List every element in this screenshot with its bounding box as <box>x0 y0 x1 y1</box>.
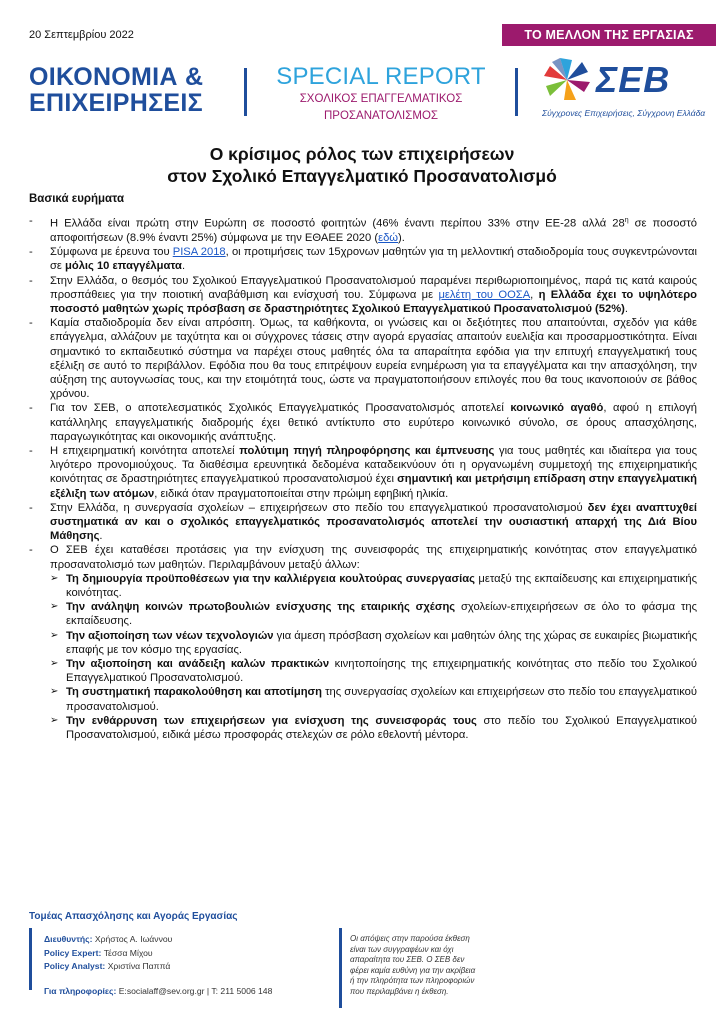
proposal-emphasis: Τη συστηματική παρακολούθηση και αποτίμηση <box>66 686 323 699</box>
arrow-bullet-icon: ➢ <box>50 658 59 670</box>
proposal-text: στο πεδίο του Σχολικού Επαγγελματικού Προσανατολισμού, ειδικά μέσω προσφοράς στελεχών σε ρόλο εθελοντή μέντορα. <box>66 714 697 742</box>
findings-list <box>29 214 697 742</box>
proposal-item <box>29 629 697 657</box>
page-title-line-1: Ο κρίσιμος ρόλος των επιχειρήσεων <box>209 144 515 164</box>
finding-text: Ο ΣΕΒ έχει καταθέσει προτάσεις για την ενίσχυση της συνεισφοράς της επιχειρηματικής κοινότητας στον επαγγελματικό προσανατολισμό των μαθητών. Περιλαμβάνουν μεταξύ άλλων: <box>50 544 697 571</box>
finding-text: Για τον ΣΕΒ, ο αποτελεσματικός Σχολικός Επαγγελματικός Προσανατολισμός αποτελεί <box>50 402 511 415</box>
arrow-bullet-icon: ➢ <box>50 714 59 726</box>
finding-text: , ειδικά όταν πραγματοποιείται στην πρώιμη εφηβική ηλικία. <box>154 487 449 500</box>
finding-text: , οι προτιμήσεις των 15χρονων μαθητών για τη μελλοντική σταδιοδρομία τους συγκεντρώνονται σε <box>50 246 697 273</box>
pisa-link[interactable]: PISA 2018 <box>172 246 226 259</box>
proposal-emphasis: Την αξιοποίηση των νέων τεχνολογιών <box>66 629 274 642</box>
disclaimer-text: Οι απόψεις στην παρούσα έκθεση είναι των συγγραφέων και όχι απαραίτητα του ΣΕΒ. Ο ΣΕΒ δεν φέρει καμία ευθύνη για την ακρίβεια ή την πληρότητα των πληροφοριών που περιλαμβάνει η έκθεση. <box>350 934 476 996</box>
proposal-item <box>29 685 697 713</box>
proposal-item <box>29 657 697 685</box>
analyst-label: Policy Analyst: <box>44 961 106 972</box>
brand-title <box>29 64 203 116</box>
finding-item <box>29 274 697 317</box>
finding-text: . <box>181 260 186 273</box>
finding-text: . <box>99 530 103 543</box>
expert-name: Τέσσα Μίχου <box>103 947 153 958</box>
arrow-bullet-icon: ➢ <box>50 572 59 584</box>
sev-logo <box>538 56 708 126</box>
finding-text: , <box>530 288 539 301</box>
proposal-item <box>29 714 697 742</box>
director-name: Χρήστος Α. Ιωάννου <box>94 934 173 944</box>
dash-bullet: - <box>29 274 33 287</box>
finding-emphasis: μόλις 10 επαγγέλματα <box>65 260 182 273</box>
sev-logo-mark-icon <box>542 56 592 104</box>
finding-item <box>29 401 697 444</box>
finding-emphasis: πολύτιμη πηγή πληροφόρησης και έμπνευσης <box>239 444 495 457</box>
finding-text: ). <box>398 231 405 244</box>
contact-email[interactable]: E:socialaff@sev.org.gr <box>118 986 205 996</box>
finding-item <box>29 501 697 544</box>
footer-divider <box>29 928 32 990</box>
dash-bullet: - <box>29 444 33 457</box>
footer-expert <box>44 947 172 961</box>
proposal-text: μεταξύ της εκπαίδευσης και επιχειρηματικής κοινότητας. <box>66 572 697 600</box>
dash-bullet: - <box>29 215 33 227</box>
sev-logo-tagline: Σύγχρονες Επιχειρήσεις, Σύγχρονη Ελλάδα <box>542 108 706 118</box>
proposal-emphasis: Την αξιοποίηση και ανάδειξη καλών πρακτικών <box>66 658 330 671</box>
finding-text: , αφού η επιλογή κατάλληλης επαγγελματικής διαδρομής έχει θετικό αντίκτυπο στο ευρύτερο κοινωνικό σύνολο, σε όρους απασχόλησης, παραγωγικότητας και οικονομικής ανάπτυξης. <box>50 402 698 443</box>
arrow-bullet-icon: ➢ <box>50 686 59 698</box>
footer-director <box>44 933 172 947</box>
findings-heading: Βασικά ευρήματα <box>29 193 125 205</box>
proposal-emphasis: Τη δημιουργία προϋποθέσεων για την καλλιέργεια κουλτούρας συνεργασίας <box>66 572 475 585</box>
special-report-block <box>255 64 507 124</box>
dash-bullet: - <box>29 317 33 330</box>
proposal-item <box>29 572 697 600</box>
brand-line-2: ΕΠΙΧΕΙΡΗΣΕΙΣ <box>29 89 203 117</box>
finding-item <box>29 316 697 401</box>
finding-text: Καμία σταδιοδρομία δεν είναι απρόσιτη. Όμως, τα καθήκοντα, οι γνώσεις και οι δεξιότητες που απαιτούνται, σχεδόν για κάθε επάγγελμα, αλλάζουν με ταχύτητα και οι σύγχρονες τάσεις στην αγορά εργασίας απαιτούν ευελιξία και προσαρμοστικότητα. Είναι σημαντικό το εκπαιδευτικό σύστημα να παρέχει στους μαθητές όλα τα απαραίτητα εφόδια για την επιτυχή επαγγελματική τους εξέλιξη σε αυτό το περιβάλλον. Εφόδια που θα τους επιτρέψουν ευρεία ενημέρωση για τα επαγγέλματα και την απασχόληση, την αύξηση της αυτογνωσίας τους, και την ετοιμότητά τους, ώστε να πραγματοποιήσουν επιλογές που θα τους ικανοποιούν σε βάθος χρόνου. <box>50 317 697 401</box>
footer-department: Τομέας Απασχόλησης και Αγοράς Εργασίας <box>29 911 238 922</box>
finding-text: Στην Ελλάδα, ο θεσμός του Σχολικού Επαγγελματικού Προσανατολισμού παραμένει περιθωριοποιημένος, παρά τις κατά καιρούς προσπάθειες για την ποιοτική αναβάθμιση και ενίσχυσή του. Σύμφωνα με <box>50 274 697 301</box>
header-divider <box>244 68 247 116</box>
dash-bullet: - <box>29 246 33 259</box>
footer-divider <box>339 928 342 1008</box>
sev-logo-text: ΣΕΒ <box>596 59 671 100</box>
superscript: η <box>624 217 629 224</box>
finding-item <box>29 444 697 501</box>
contact-phone: T: 211 5006 148 <box>211 986 273 996</box>
special-report-subtitle-1: ΣΧΟΛΙΚΟΣ ΕΠΑΓΓΕΛΜΑΤΙΚΟΣ <box>299 93 463 105</box>
dash-bullet: - <box>29 544 33 557</box>
proposal-emphasis: Την ενθάρρυνση των επιχειρήσεων για ενίσχυση της συνεισφοράς τους <box>66 714 477 727</box>
finding-text: . <box>624 302 629 315</box>
proposal-text: της συνεργασίας σχολείων και επιχειρήσεων στο πεδίο του επαγγελματικού προσανατολισμού. <box>66 686 698 713</box>
footer-contact <box>44 986 272 996</box>
page-title-line-2: στον Σχολικό Επαγγελματικό Προσανατολισμό <box>167 166 557 186</box>
source-link[interactable]: εδώ <box>378 231 399 244</box>
finding-emphasis: δεν έχει αναπτυχθεί συστηματικά αν και ο σχολικός επαγγελματικός προσανατολισμός αποτελεί την ουσιαστική απαρχή της Διά Βίου Μάθησης <box>50 501 697 543</box>
finding-emphasis: η Ελλάδα έχει το υψηλότερο ποσοστό μαθητών χωρίς πρόσβαση σε δραστηριότητες Σχολικού Επαγγελματικού Προσανατολισμού (52%) <box>50 288 697 315</box>
finding-text: Η επιχειρηματική κοινότητα αποτελεί <box>50 444 240 457</box>
contact-separator: | <box>206 986 210 996</box>
dash-bullet: - <box>29 402 33 415</box>
dash-bullet: - <box>29 501 33 514</box>
finding-item <box>29 214 697 245</box>
report-date: 20 Σεπτεμβρίου 2022 <box>29 29 134 41</box>
director-label: Διευθυντής: <box>44 934 93 944</box>
finding-text: Σύμφωνα με έρευνα του <box>50 246 173 259</box>
page-title <box>0 143 724 187</box>
analyst-name: Χριστίνα Παππά <box>107 961 171 972</box>
finding-text: για τους μαθητές και ιδιαίτερα για τους λιγότερο προνομιούχους. Τα διαθέσιμα ερευνητικά δεδομένα καταδεικνύουν ότι η οργανωμένη συμμετοχή της επιχειρηματικής κοινότητας σε δραστηριότητες επαγγελματικού προσανατολισμού έχει <box>50 444 697 486</box>
finding-emphasis: κοινωνικό αγαθό <box>510 402 604 415</box>
finding-text: σε ποσοστό αποφοιτήσεων (8.9% έναντι 25%) σύμφωνα με την ΕΘΑΕΕ 2020 ( <box>50 217 697 244</box>
finding-text: Στην Ελλάδα, η συνεργασία σχολείων – επιχειρήσεων στο πεδίο του επαγγελματικού προσανατολισμού <box>50 501 588 514</box>
finding-emphasis: σημαντική και μετρήσιμη επίδραση στην επαγγελματική εξέλιξη των ατόμων <box>50 473 697 500</box>
arrow-bullet-icon: ➢ <box>50 601 59 613</box>
expert-label: Policy Expert: <box>44 947 102 958</box>
proposal-text: για άμεση πρόσβαση σχολείων και μαθητών όλης της χώρας σε ευκαιρίες βιωματικής επαφής με τον κόσμο της εργασίας. <box>66 629 698 656</box>
proposal-text: κινητοποίησης της επιχειρηματικής κοινότητας στο πεδίο του Σχολικού Επαγγελματικού Προσανατολισμού. <box>66 658 698 685</box>
proposal-item <box>29 600 697 628</box>
finding-item <box>29 543 697 571</box>
info-label: Για πληροφορίες: <box>44 986 117 996</box>
finding-item <box>29 245 697 273</box>
finding-text: Η Ελλάδα είναι πρώτη στην Ευρώπη σε ποσοστό φοιτητών (46% έναντι περίπου 33% στην ΕΕ-28 αλλά 28 <box>50 217 625 230</box>
oecd-study-link[interactable]: μελέτη του ΟΟΣΑ <box>438 288 531 301</box>
special-report-subtitle-2: ΠΡΟΣΑΝΑΤΟΛΙΣΜΟΣ <box>324 110 438 122</box>
proposal-text: σχολείων-επιχειρήσεων σε όλο το φάσμα της εκπαίδευσης. <box>66 601 697 628</box>
brand-line-1: ΟΙΚΟΝΟΜΙΑ & <box>29 63 204 91</box>
arrow-bullet-icon: ➢ <box>50 629 59 641</box>
header-divider <box>515 68 518 116</box>
footer-analyst <box>44 960 172 974</box>
proposal-emphasis: Την ανάληψη κοινών πρωτοβουλιών ενίσχυσης της εταιρικής σχέσης <box>66 601 456 614</box>
footer-staff <box>44 933 172 974</box>
topic-badge: ΤΟ ΜΕΛΛΟΝ ΤΗΣ ΕΡΓΑΣΙΑΣ <box>502 24 716 46</box>
special-report-title: SPECIAL REPORT <box>276 63 486 90</box>
